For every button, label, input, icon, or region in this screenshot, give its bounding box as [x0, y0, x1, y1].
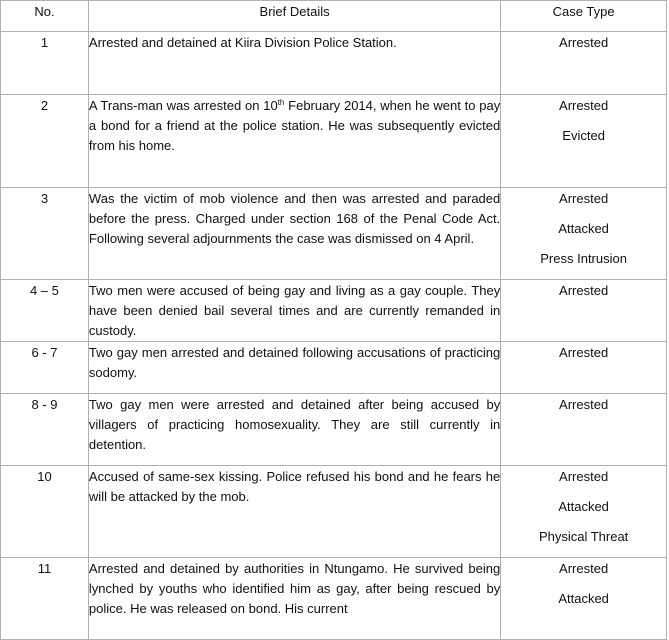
table-row — [1, 280, 667, 342]
row-details — [88, 95, 500, 188]
row-details: Arrested and detained by authorities in Ntungamo. He survived being lynched by youths who identified him as gay, after being rescued by police. He was released on bond. His current — [88, 558, 500, 640]
table-row — [1, 558, 667, 640]
case-type-label: Arrested — [559, 283, 609, 298]
case-type-label: Attacked — [558, 221, 609, 236]
ordinal-suffix: th — [277, 98, 285, 107]
row-case-types — [501, 342, 667, 394]
case-type-label: Evicted — [562, 128, 605, 143]
header-case-type: Case Type — [501, 1, 667, 32]
row-number: 10 — [1, 466, 89, 558]
table-row — [1, 466, 667, 558]
row-details: Two gay men were arrested and detained after being accused by villagers of practicing homosexuality. They are still currently in detention. — [88, 394, 500, 466]
table-row — [1, 188, 667, 280]
row-number: 3 — [1, 188, 89, 280]
row-number: 4 – 5 — [1, 280, 89, 342]
row-number: 1 — [1, 32, 89, 95]
row-number: 6 - 7 — [1, 342, 89, 394]
row-details: Arrested and detained at Kiira Division Police Station. — [88, 32, 500, 95]
case-type-label: Attacked — [558, 591, 609, 606]
row-number: 11 — [1, 558, 89, 640]
row-number: 8 - 9 — [1, 394, 89, 466]
case-type-label: Arrested — [559, 191, 609, 206]
case-type-label: Arrested — [559, 561, 609, 576]
header-no: No. — [1, 1, 89, 32]
case-type-label: Attacked — [558, 499, 609, 514]
table-row — [1, 95, 667, 188]
case-type-label: Arrested — [559, 98, 609, 113]
table-row — [1, 342, 667, 394]
row-number: 2 — [1, 95, 89, 188]
row-case-types — [501, 280, 667, 342]
row-case-types — [501, 32, 667, 95]
row-details: Was the victim of mob violence and then was arrested and paraded before the press. Charged under section 168 of the Penal Code Act. Following several adjournments the case was dismissed on 4 April. — [88, 188, 500, 280]
case-type-label: Arrested — [559, 345, 609, 360]
row-details: Two gay men arrested and detained following accusations of practicing sodomy. — [88, 342, 500, 394]
row-case-types — [501, 95, 667, 188]
table-row — [1, 32, 667, 95]
row-case-types — [501, 188, 667, 280]
case-type-label: Arrested — [559, 469, 609, 484]
row-case-types — [501, 394, 667, 466]
table-row — [1, 394, 667, 466]
row-case-types — [501, 558, 667, 640]
case-type-label: Physical Threat — [538, 529, 629, 544]
header-row — [1, 1, 667, 32]
case-type-label: Arrested — [559, 35, 609, 50]
details-text: A Trans-man was arrested on 10 — [88, 98, 278, 113]
row-details: Two men were accused of being gay and living as a gay couple. They have been denied bail several times and are currently remanded in custody. — [88, 280, 500, 342]
case-type-label: Arrested — [559, 397, 609, 412]
case-type-label: Press Intrusion — [540, 251, 627, 266]
header-brief-details: Brief Details — [88, 1, 500, 32]
row-details: Accused of same-sex kissing. Police refused his bond and he fears he will be attacked by the mob. — [88, 466, 500, 558]
details-text: February 2014, when he went to pay a bond for a friend at the police station. He was subsequently evicted from his home. — [88, 98, 501, 153]
row-case-types — [501, 466, 667, 558]
